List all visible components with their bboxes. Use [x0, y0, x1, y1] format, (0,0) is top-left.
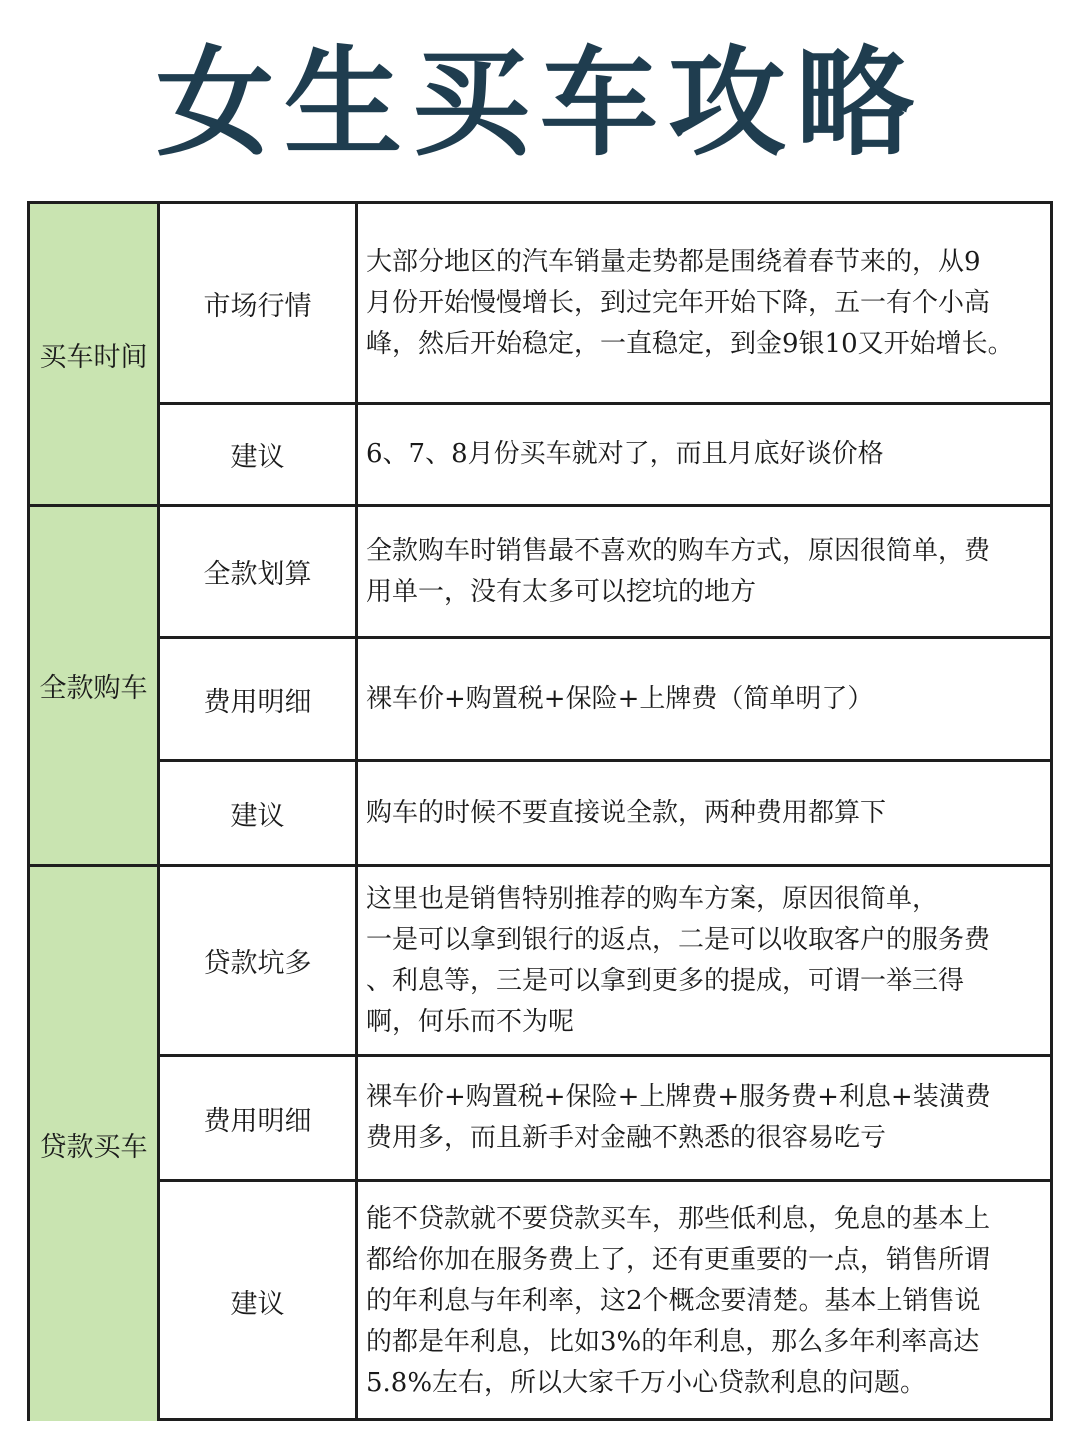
- row-text-full-costs: 裸车价+购置税+保险+上牌费（简单明了）: [358, 639, 1050, 762]
- category-loan: 贷款买车: [30, 867, 160, 1421]
- guide-table: [27, 201, 1053, 1421]
- row-text-advice-time: 6、7、8月份买车就对了，而且月底好谈价格: [358, 405, 1050, 507]
- row-text-full-worth: 全款购车时销售最不喜欢的购车方式，原因很简单，费 用单一，没有太多可以挖坑的地方: [358, 507, 1050, 639]
- row-text-loan-advice: 能不贷款就不要贷款买车，那些低利息，免息的基本上 都给你加在服务费上了，还有更重要的一点，销售所谓 的年利息与年利率，这2个概念要清楚。基本上销售说 的都是年利息，比如3%的年利息，那么多年利率高达 5.8%左右，所以大家千万小心贷款利息的问题。: [366, 1204, 991, 1398]
- row-label-market: 市场行情: [160, 204, 358, 405]
- row-text-full-advice: 购车的时候不要直接说全款，两种费用都算下: [358, 762, 1050, 867]
- row-label-loan-costs: 费用明细: [160, 1057, 358, 1182]
- row-text-loan-pitfalls: 这里也是销售特别推荐的购车方案，原因很简单， 一是可以拿到银行的返点，二是可以收取客户的服务费 、利息等，三是可以拿到更多的提成，可谓一举三得 啊，何乐而不为呢: [358, 867, 1050, 1057]
- row-label-full-worth: 全款划算: [160, 507, 358, 639]
- row-label-loan-pitfalls: 贷款坑多: [160, 867, 358, 1057]
- row-text-market: 大部分地区的汽车销量走势都是围绕着春节来的，从9 月份开始慢慢增长，到过完年开始下降，五一有个小高 峰，然后开始稳定，一直稳定，到金9银10又开始增长。: [358, 204, 1050, 405]
- row-label-full-advice: 建议: [160, 762, 358, 867]
- row-text-loan-costs: 裸车价+购置税+保险+上牌费+服务费+利息+装潢费 费用多，而且新手对金融不熟悉的很容易吃亏: [358, 1057, 1050, 1182]
- row-label-loan-advice: 建议: [160, 1182, 358, 1421]
- row-label-full-costs: 费用明细: [160, 639, 358, 762]
- category-full-payment: 全款购车: [30, 507, 160, 867]
- category-buy-time: 买车时间: [30, 204, 160, 507]
- row-label-advice-time: 建议: [160, 405, 358, 507]
- page-title: 女生买车攻略: [155, 34, 924, 172]
